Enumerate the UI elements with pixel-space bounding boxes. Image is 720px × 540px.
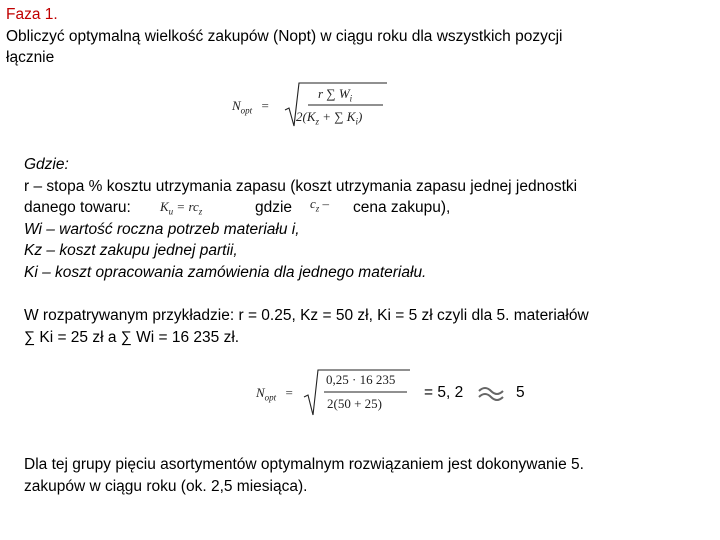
formula2-lhs-sub: opt [264, 392, 277, 403]
formula1-denominator: $2(K_z$ + ∑ $K_i$) [296, 109, 363, 127]
formula-nopt-numeric [256, 385, 293, 403]
formula-nopt-general [232, 98, 269, 116]
gdzie-label: Gdzie: [24, 156, 69, 173]
formula2-numerator: 0,25 · 16 235 [326, 372, 396, 387]
example-line-1: W rozpatrywanym przykładzie: r = 0.25, Kz = 50 zł, Ki = 5 zł czyli dla 5. materiałów [24, 307, 589, 324]
formula1-numerator: r ∑ $W_i$ [318, 86, 353, 104]
formula1-lhs: N [232, 98, 241, 113]
inline-formula-cz: $c_z$ – [310, 196, 330, 214]
intro-line-1: Obliczyć optymalną wielkość zakupów (Nopt) w ciągu roku dla wszystkich pozycji [6, 28, 563, 45]
formula2-eq: = [285, 385, 293, 400]
approx-icon [477, 384, 507, 402]
definition-r-line-1: r – stopa % kosztu utrzymania zapasu (koszt utrzymania zapasu jednej jednostki [24, 178, 578, 195]
page-title: Faza 1. [6, 6, 58, 23]
definition-r-line-2c: cena zakupu), [353, 199, 451, 216]
definition-kz: Kz – koszt zakupu jednej partii, [24, 242, 238, 259]
conclusion-line-1: Dla tej grupy pięciu asortymentów optymalnym rozwiązaniem jest dokonywanie 5. [24, 456, 584, 473]
definition-ki: Ki – koszt opracowania zamówienia dla jednego materiału. [24, 264, 427, 281]
formula2-lhs: N [256, 385, 265, 400]
formula1-eq: = [261, 98, 269, 113]
definition-r-line-2b: gdzie [255, 199, 293, 216]
definition-r-line-2a: danego towaru: [24, 199, 131, 216]
formula1-lhs-sub: opt [240, 105, 253, 116]
formula2-denominator: 2(50 + 25) [327, 396, 382, 411]
example-line-2: ∑ Ki = 25 zł a ∑ Wi = 16 235 zł. [24, 329, 240, 346]
intro-line-2: łącznie [6, 49, 55, 66]
formula2-result: = 5, 2 [424, 384, 464, 401]
conclusion-line-2: zakupów w ciągu roku (ok. 2,5 miesiąca). [24, 478, 308, 495]
formula2-rounded: 5 [516, 384, 525, 401]
definition-wi: Wi – wartość roczna potrzeb materiału i, [24, 221, 300, 238]
inline-formula-ku: $K_u = rc_z$ [160, 199, 203, 217]
